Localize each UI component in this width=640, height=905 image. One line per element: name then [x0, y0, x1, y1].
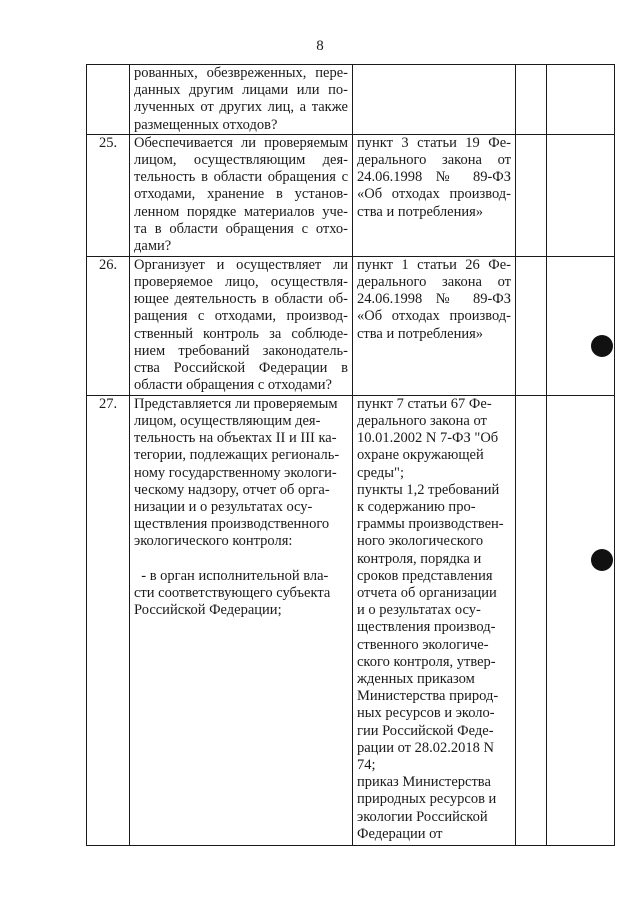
reference-line: пункт 1 статьи 26 Фе-	[357, 256, 511, 273]
reference-line: ства и потребления»	[357, 325, 484, 342]
question-line: та в области обращения с отхо-	[134, 220, 348, 237]
reference-line: «Об отходах производ-	[357, 186, 511, 203]
empty-cell	[516, 395, 547, 845]
empty-cell	[516, 134, 547, 256]
question-line: лицом, осуществляющим дея-	[134, 152, 348, 169]
question-line: ному государственному экологи-	[134, 464, 337, 481]
question-line: размещенных отходов?	[134, 116, 278, 133]
reference-line: среды";	[357, 464, 404, 481]
question-line: отходами, хранение в установ-	[134, 186, 348, 203]
table-row	[87, 256, 615, 395]
row-number: 25.	[87, 134, 130, 256]
question-line: лученных от других лиц, а также	[134, 99, 348, 116]
empty-cell	[516, 65, 547, 135]
reference-cell	[353, 395, 516, 845]
reference-line: 74;	[357, 757, 376, 774]
reference-line: гии Российской Феде-	[357, 722, 494, 739]
question-line: тельность в области обращения с	[134, 169, 348, 186]
punch-hole-mark	[591, 549, 613, 571]
reference-line: дерального закона от	[357, 274, 511, 291]
table-row	[87, 65, 615, 135]
question-line: Организует и осуществляет ли	[134, 256, 348, 273]
question-line: ства Российской Федерации в	[134, 360, 348, 377]
question-line: ческому надзору, отчет об орга-	[134, 481, 330, 498]
reference-cell	[353, 134, 516, 256]
table-row	[87, 395, 615, 845]
reference-line: ных ресурсов и эколо-	[357, 705, 495, 722]
reference-line: «Об отходах производ-	[357, 308, 511, 325]
reference-line: Федерации от	[357, 825, 443, 842]
row-number: 27.	[87, 395, 130, 845]
question-line: тегории, подлежащих региональ-	[134, 447, 340, 464]
reference-line: ственного экологиче-	[357, 636, 489, 653]
reference-line: 24.06.1998 № 89-ФЗ	[357, 169, 511, 186]
empty-cell	[547, 395, 615, 845]
reference-line: к содержанию про-	[357, 499, 476, 516]
reference-line: дерального закона от	[357, 413, 487, 430]
reference-line: и о результатах осу-	[357, 602, 481, 619]
reference-line: охране окружающей	[357, 447, 484, 464]
question-line: данных другим лицами или по-	[134, 82, 348, 99]
reference-line: жденных приказом	[357, 671, 475, 688]
empty-cell	[547, 134, 615, 256]
empty-cell	[547, 256, 615, 395]
reference-line: граммы производствен-	[357, 516, 504, 533]
reference-line: приказ Министерства	[357, 774, 491, 791]
empty-cell	[516, 256, 547, 395]
question-line: ращения с отходами, производ-	[134, 308, 348, 325]
reference-line: пункт 3 статьи 19 Фе-	[357, 134, 511, 151]
reference-line: ского контроля, утвер-	[357, 653, 496, 670]
reference-line: 24.06.1998 № 89-ФЗ	[357, 291, 511, 308]
question-line: проверяемое лицо, осуществля-	[134, 274, 348, 291]
question-cell	[130, 395, 353, 845]
question-line: лицом, осуществляющим дея-	[134, 413, 321, 430]
row-number	[87, 65, 130, 135]
question-line: низации и о результатах осу-	[134, 499, 313, 516]
reference-line: пункты 1,2 требований	[357, 481, 500, 498]
question-line: рованных, обезвреженных, пере-	[134, 65, 348, 81]
reference-line: 10.01.2002 N 7-ФЗ "Об	[357, 430, 499, 447]
reference-line: природных ресурсов и	[357, 791, 497, 808]
reference-line: сроков представления	[357, 567, 493, 584]
empty-cell	[547, 65, 615, 135]
reference-cell	[353, 65, 516, 135]
reference-line: дерального закона от	[357, 152, 511, 169]
requirements-table	[86, 64, 615, 846]
reference-line: отчета об организации	[357, 585, 497, 602]
reference-line: Министерства природ-	[357, 688, 499, 705]
question-cell	[130, 134, 353, 256]
question-line: дами?	[134, 238, 172, 255]
question-line: тельность на объектах II и III ка-	[134, 430, 337, 447]
reference-line: ства и потребления»	[357, 203, 484, 220]
reference-line: контроля, порядка и	[357, 550, 482, 567]
question-line: нием требований законодатель-	[134, 342, 348, 359]
page-number: 8	[316, 38, 324, 54]
punch-hole-mark	[591, 335, 613, 357]
reference-cell	[353, 256, 516, 395]
question-sub-line: Российской Федерации;	[134, 602, 282, 619]
question-line: ществления производственного	[134, 516, 330, 533]
reference-line: ного экологического	[357, 533, 484, 550]
table-row	[87, 134, 615, 256]
row-number: 26.	[87, 256, 130, 395]
question-line: ющее деятельность в области об-	[134, 291, 348, 308]
question-line: Представляется ли проверяемым	[134, 395, 338, 412]
reference-line: пункт 7 статьи 67 Фе-	[357, 395, 492, 412]
question-line: ственный контроль за соблюде-	[134, 325, 348, 342]
reference-line: рации от 28.02.2018 N	[357, 739, 494, 756]
question-line: области обращения с отходами?	[134, 377, 332, 394]
reference-line: ществления производ-	[357, 619, 496, 636]
spacer	[134, 551, 348, 568]
question-cell	[130, 65, 353, 135]
question-line: экологического контроля:	[134, 533, 293, 550]
question-cell	[130, 256, 353, 395]
question-sub-line: сти соответствующего субъекта	[134, 584, 331, 601]
question-line: Обеспечивается ли проверяемым	[134, 134, 348, 151]
question-line: ленном порядке материалов уче-	[134, 203, 348, 220]
reference-line: экологии Российской	[357, 808, 488, 825]
question-sub-line: - в орган исполнительной вла-	[134, 567, 329, 584]
